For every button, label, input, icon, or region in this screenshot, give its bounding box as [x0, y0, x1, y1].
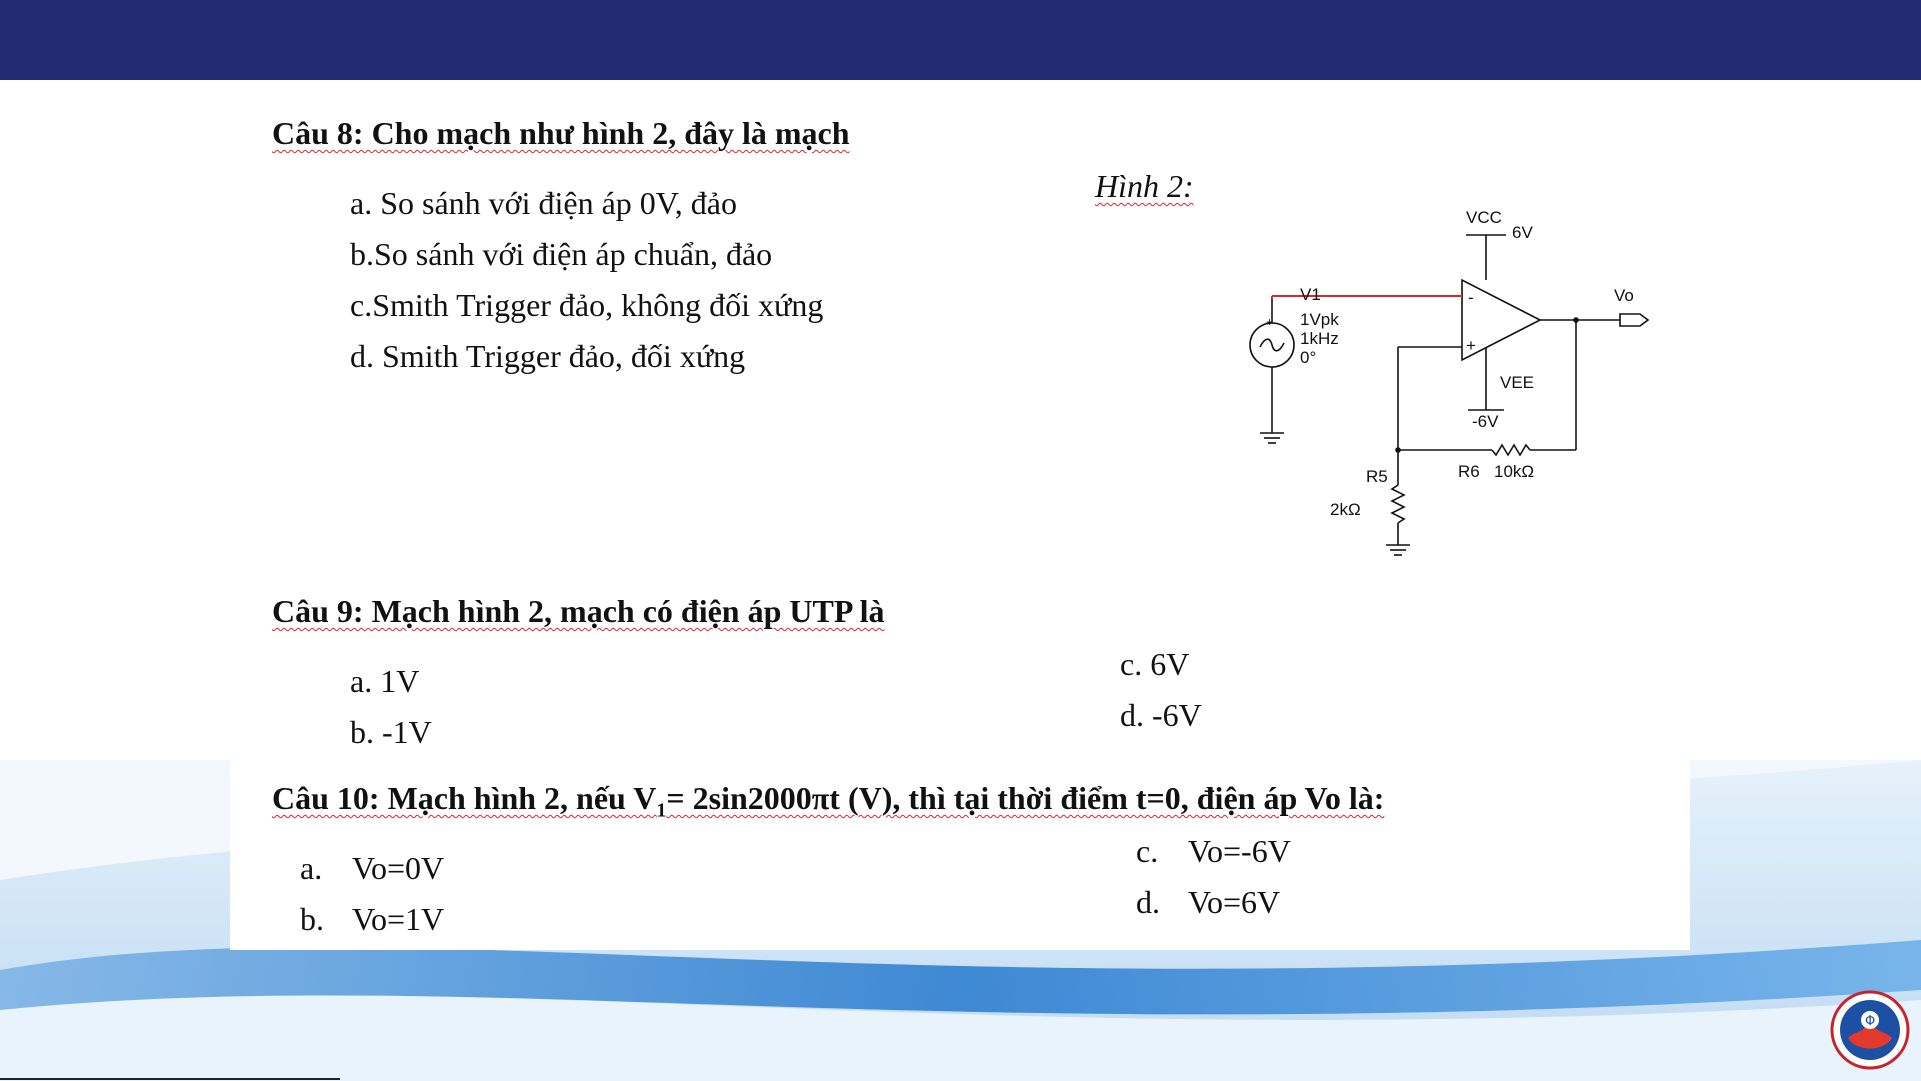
resistor-r5	[1392, 485, 1404, 523]
source-plus: +	[1266, 315, 1274, 329]
option-letter: c.	[1136, 833, 1159, 869]
ac-source-wave	[1260, 339, 1284, 351]
svg-text:Φ: Φ	[1865, 1014, 1876, 1029]
vee-value: -6V	[1472, 412, 1499, 431]
question-9-title: Câu 9: Mạch hình 2, mạch có điện áp UTP là	[272, 593, 885, 629]
r6-label: R6	[1458, 462, 1480, 481]
r5-value: 2kΩ	[1330, 500, 1361, 519]
option-text: Vo=-6V	[1188, 833, 1291, 869]
question-8-title: Câu 8: Cho mạch như hình 2, đây là mạch	[272, 115, 850, 151]
vcc-label: VCC	[1466, 208, 1502, 227]
question-8-option-d: d. Smith Trigger đảo, đối xứng	[350, 338, 746, 374]
option-text: Vo=1V	[352, 901, 445, 937]
question-10-title-prefix: Câu 10: Mạch hình 2, nếu V	[272, 780, 657, 816]
r5-label: R5	[1366, 467, 1388, 486]
v1-label: V1	[1300, 285, 1321, 304]
question-10-title	[272, 780, 1384, 822]
option-letter: d.	[1136, 884, 1160, 920]
question-9-option-d: d. -6V	[1120, 697, 1202, 733]
header-bar	[0, 0, 1921, 80]
question-10-option-b	[300, 901, 444, 938]
question-8-option-b: b.So sánh với điện áp chuẩn, đảo	[350, 236, 773, 272]
question-9-option-a: a. 1V	[350, 663, 420, 699]
school-logo-icon	[1830, 990, 1910, 1070]
question-10-title-suffix: = 2sin2000πt (V), thì tại thời điểm t=0, điện áp Vo là:	[666, 780, 1385, 816]
question-8-option-c: c.Smith Trigger đảo, không đối xứng	[350, 287, 824, 323]
v1-frequency: 1kHz	[1300, 329, 1339, 348]
output-port	[1620, 314, 1648, 326]
question-10-option-c	[1136, 833, 1291, 870]
option-text: Vo=6V	[1188, 884, 1281, 920]
r6-value: 10kΩ	[1494, 462, 1535, 481]
vo-label: Vo	[1614, 286, 1634, 305]
question-10-option-d	[1136, 884, 1280, 921]
resistor-r6	[1492, 445, 1530, 455]
v1-phase: 0°	[1300, 348, 1317, 367]
vee-label: VEE	[1500, 373, 1535, 392]
footer-line	[0, 1078, 340, 1080]
option-letter: b.	[300, 901, 324, 937]
figure-title: Hình 2:	[1095, 168, 1194, 204]
question-9-option-c: c. 6V	[1120, 646, 1190, 682]
question-8-option-a: a. So sánh với điện áp 0V, đảo	[350, 185, 737, 221]
circuit-diagram	[1230, 195, 1670, 565]
vcc-value: 6V	[1512, 223, 1533, 242]
question-10-title-sub: 1	[656, 799, 667, 822]
opamp-minus: -	[1468, 288, 1474, 307]
opamp-plus: +	[1466, 336, 1476, 355]
question-10-option-a	[300, 850, 444, 887]
option-letter: a.	[300, 850, 323, 886]
v1-amplitude: 1Vpk	[1300, 310, 1339, 329]
option-text: Vo=0V	[352, 850, 445, 886]
question-9-option-b: b. -1V	[350, 714, 432, 750]
